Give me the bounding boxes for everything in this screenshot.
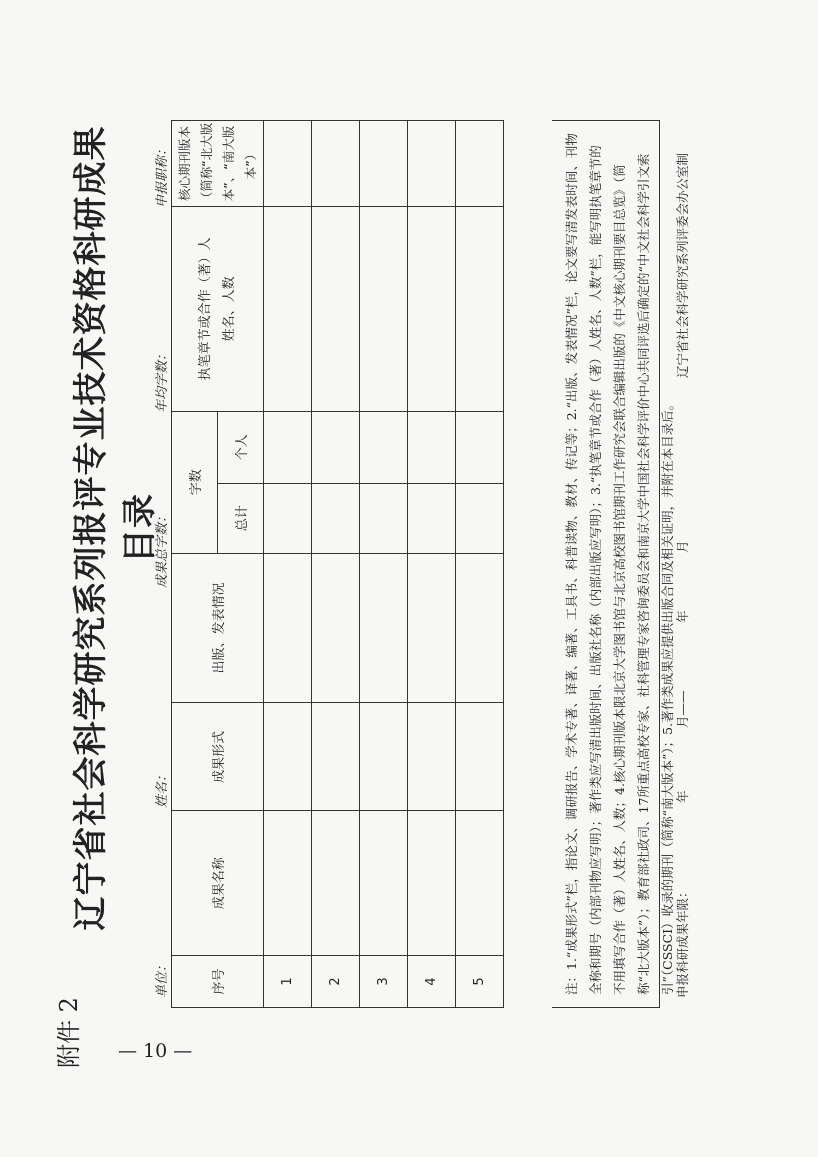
cell[interactable]	[264, 703, 312, 811]
page-number: — 10 —	[118, 1040, 193, 1062]
cell[interactable]	[456, 121, 504, 207]
header-words-total: 总计	[218, 483, 264, 553]
name-label: 姓名：	[155, 768, 170, 808]
month-to: 月	[675, 540, 690, 553]
cell[interactable]	[264, 411, 312, 483]
row-number: 5	[456, 956, 504, 1008]
cell[interactable]	[408, 411, 456, 483]
cell[interactable]	[408, 483, 456, 553]
annual-avg-label: 年均字数：	[155, 347, 170, 413]
period-label: 申报科研成果年限：	[675, 885, 690, 998]
table-row	[264, 121, 312, 1008]
cell[interactable]	[312, 483, 360, 553]
cell[interactable]	[408, 207, 456, 412]
header-name: 成果名称	[172, 811, 264, 956]
cell[interactable]	[456, 703, 504, 811]
header-words-personal: 个人	[218, 411, 264, 483]
cell[interactable]	[312, 703, 360, 811]
header-publish: 出版、发表情况	[172, 553, 264, 703]
cell[interactable]	[408, 121, 456, 207]
cell[interactable]	[456, 483, 504, 553]
header-core: 核心期刊版本（简称“北大版本”、“南大版本”）	[172, 121, 264, 207]
cell[interactable]	[408, 553, 456, 703]
cell[interactable]	[360, 703, 408, 811]
year-to: 年	[675, 610, 690, 623]
cell[interactable]	[360, 207, 408, 412]
table-row	[456, 121, 504, 1008]
header-seq: 序号	[172, 956, 264, 1008]
cell[interactable]	[312, 121, 360, 207]
cell[interactable]	[264, 811, 312, 956]
cell[interactable]	[360, 553, 408, 703]
total-count-label: 成果总字数：	[155, 509, 170, 588]
cell[interactable]	[408, 811, 456, 956]
row-number: 3	[360, 956, 408, 1008]
cell[interactable]	[264, 121, 312, 207]
meta-row	[147, 118, 171, 998]
header-words: 字数	[172, 411, 218, 553]
cell[interactable]	[360, 483, 408, 553]
header-form: 成果形式	[172, 703, 264, 811]
cell[interactable]	[456, 207, 504, 412]
cell[interactable]	[456, 811, 504, 956]
cell[interactable]	[264, 207, 312, 412]
cell[interactable]	[312, 811, 360, 956]
cell[interactable]	[360, 811, 408, 956]
table-row	[360, 121, 408, 1008]
unit-label: 单位：	[155, 958, 170, 998]
cell[interactable]	[456, 411, 504, 483]
table-row	[312, 121, 360, 1008]
position-label: 申报职称：	[155, 142, 170, 208]
month-from: 月——	[675, 690, 690, 728]
row-number: 4	[408, 956, 456, 1008]
cell[interactable]	[408, 703, 456, 811]
notes: 注：1.“成果形式”栏，指论文、调研报告、学术专著、译著、编著、工具书、科普读物、教材、传记等；2.“出版、发表情况”栏，论文要写清发表时间、刊物全称和期号（内部刊物应写明）；著作类应写清出版时间、出版社名称（内部出版应写明）；3.“执笔章节或合作（著）人姓名、人数”栏，能写明执笔章节的不用填写合作（著）人姓名、人数；4.核心期刊版本限北京大学图书馆与北京高校图书馆期刊工作研究会联合编辑出版的《中文核心期刊要目总览》（简称“北大版本”）；教育部社政司、17所重点高校专家、社科管理专家咨询委员会和南京大学中国社会科学评价中心共同评选后确定的“中文社会科学引文索引”（CSSCI）收录的期刊（简称“南大版本”）；5.著作类成果应提供出版合同及相关证明，并附在本目录后。	[552, 120, 660, 1008]
cell[interactable]	[264, 553, 312, 703]
table-row	[408, 121, 456, 1008]
attachment-label: 附件 2	[55, 997, 83, 1068]
cell[interactable]	[360, 121, 408, 207]
cell[interactable]	[312, 207, 360, 412]
cell[interactable]	[456, 553, 504, 703]
form-title: 辽宁省社会科学研究系列报评专业技术资格科研成果目录	[71, 125, 160, 931]
header-author: 执笔章节或合作（著）人姓名、人数	[172, 207, 264, 412]
results-table	[171, 120, 504, 1008]
row-number: 1	[264, 956, 312, 1008]
cell[interactable]	[312, 553, 360, 703]
issuer: 辽宁省社会科学研究系列评委会办公室制	[675, 152, 690, 378]
rotated-form	[29, 78, 789, 1078]
year-from: 年	[675, 790, 690, 803]
cell[interactable]	[312, 411, 360, 483]
row-number: 2	[312, 956, 360, 1008]
cell[interactable]	[264, 483, 312, 553]
cell[interactable]	[360, 411, 408, 483]
